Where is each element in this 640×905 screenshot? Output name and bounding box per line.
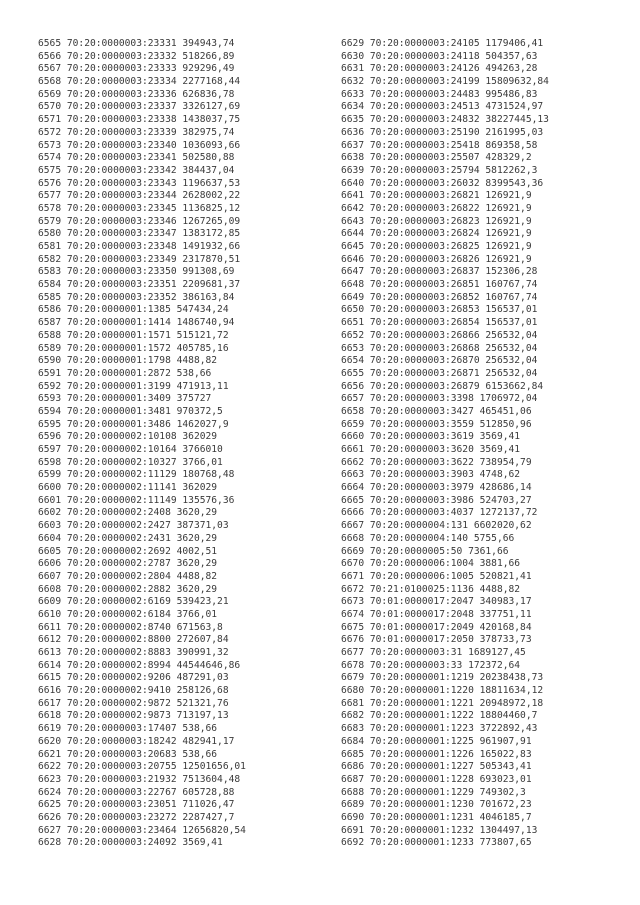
record-row: 6635 70:20:0000003:24832 38227445,13 xyxy=(341,114,549,126)
record-row: 6660 70:20:0000003:3619 3569,41 xyxy=(341,431,521,443)
record-row: 6629 70:20:0000003:24105 1179406,41 xyxy=(341,38,544,49)
record-row: 6622 70:20:0000003:20755 12501656,01 xyxy=(38,761,246,773)
record-row: 6617 70:20:0000002:9872 521321,76 xyxy=(38,697,229,709)
record-row: 6638 70:20:0000003:25507 428329,2 xyxy=(341,152,532,164)
record-row: 6668 70:20:0000004:140 5755,66 xyxy=(341,532,515,544)
record-row: 6602 70:20:0000002:2408 3620,29 xyxy=(38,507,218,519)
record-row: 6570 70:20:0000003:23337 3326127,69 xyxy=(38,101,241,113)
record-row: 6593 70:20:0000001:3409 375727 xyxy=(38,393,212,405)
record-row: 6623 70:20:0000003:21932 7513604,48 xyxy=(38,773,241,785)
record-row: 6589 70:20:0000001:1572 405785,16 xyxy=(38,342,229,354)
record-row: 6641 70:20:0000003:26821 126921,9 xyxy=(341,190,532,202)
record-row: 6621 70:20:0000003:20683 538,66 xyxy=(38,748,218,760)
record-row: 6573 70:20:0000003:23340 1036093,66 xyxy=(38,139,241,151)
record-row: 6651 70:20:0000003:26854 156537,01 xyxy=(341,317,538,329)
record-row: 6630 70:20:0000003:24118 504357,63 xyxy=(341,50,538,62)
record-row: 6656 70:20:0000003:26879 6153662,84 xyxy=(341,380,544,392)
record-row: 6679 70:20:0000001:1219 20238438,73 xyxy=(341,672,544,684)
record-row: 6620 70:20:0000003:18242 482941,17 xyxy=(38,735,235,747)
record-row: 6590 70:20:0000001:1798 4488,82 xyxy=(38,355,218,367)
record-row: 6677 70:20:0000003:31 1689127,45 xyxy=(341,647,526,658)
record-row: 6582 70:20:0000003:23349 2317870,51 xyxy=(38,253,241,265)
record-row: 6613 70:20:0000002:8883 390991,32 xyxy=(38,647,229,658)
record-row: 6577 70:20:0000003:23344 2628002,22 xyxy=(38,190,241,202)
record-row: 6587 70:20:0000001:1414 1486740,94 xyxy=(38,317,235,329)
record-row: 6603 70:20:0000002:2427 387371,03 xyxy=(38,520,229,532)
record-row: 6680 70:20:0000001:1220 18811634,12 xyxy=(341,685,544,697)
record-row: 6619 70:20:0000003:17407 538,66 xyxy=(38,723,218,735)
record-row: 6628 70:20:0000003:24092 3569,41 xyxy=(38,837,223,849)
record-row: 6648 70:20:0000003:26851 160767,74 xyxy=(341,279,538,291)
record-row: 6581 70:20:0000003:23348 1491932,66 xyxy=(38,241,241,252)
record-row: 6639 70:20:0000003:25794 5812262,3 xyxy=(341,164,538,176)
record-row: 6682 70:20:0000001:1222 18804460,7 xyxy=(341,710,538,722)
record-row: 6567 70:20:0000003:23333 929296,49 xyxy=(38,63,235,75)
record-row: 6676 70:01:0000017:2050 378733,73 xyxy=(341,634,532,646)
record-row: 6611 70:20:0000002:8740 671563,8 xyxy=(38,621,223,633)
record-row: 6678 70:20:0000003:33 172372,64 xyxy=(341,659,521,671)
record-row: 6667 70:20:0000004:131 6602020,62 xyxy=(341,520,532,532)
left-column xyxy=(38,38,246,850)
record-row: 6665 70:20:0000003:3986 524703,27 xyxy=(341,494,532,506)
record-row: 6687 70:20:0000001:1228 693023,01 xyxy=(341,773,532,785)
record-row: 6669 70:20:0000005:50 7361,66 xyxy=(341,545,509,557)
record-row: 6608 70:20:0000002:2882 3620,29 xyxy=(38,583,218,595)
record-row: 6632 70:20:0000003:24199 15809632,84 xyxy=(341,76,549,88)
record-row: 6591 70:20:0000001:2872 538,66 xyxy=(38,367,212,379)
record-row: 6588 70:20:0000001:1571 515121,72 xyxy=(38,329,229,341)
record-row: 6685 70:20:0000001:1226 165022,83 xyxy=(341,748,532,760)
record-row: 6650 70:20:0000003:26853 156537,01 xyxy=(341,304,538,316)
record-row: 6631 70:20:0000003:24126 494263,28 xyxy=(341,63,538,75)
record-row: 6618 70:20:0000002:9873 713197,13 xyxy=(38,710,229,722)
record-row: 6606 70:20:0000002:2787 3620,29 xyxy=(38,558,218,570)
record-row: 6672 70:21:0100025:1136 4488,82 xyxy=(341,583,521,595)
record-row: 6681 70:20:0000001:1221 20948972,18 xyxy=(341,697,544,709)
record-row: 6663 70:20:0000003:3903 4748,62 xyxy=(341,469,521,481)
record-row: 6642 70:20:0000003:26822 126921,9 xyxy=(341,202,532,214)
record-row: 6572 70:20:0000003:23339 382975,74 xyxy=(38,126,235,138)
record-row: 6592 70:20:0000001:3199 471913,11 xyxy=(38,380,229,392)
record-row: 6579 70:20:0000003:23346 1267265,09 xyxy=(38,215,241,227)
record-row: 6594 70:20:0000001:3481 970372,5 xyxy=(38,405,223,417)
record-row: 6576 70:20:0000003:23343 1196637,53 xyxy=(38,177,241,189)
record-row: 6575 70:20:0000003:23342 384437,04 xyxy=(38,164,235,176)
record-row: 6690 70:20:0000001:1231 4046185,7 xyxy=(341,811,532,823)
record-row: 6688 70:20:0000001:1229 749302,3 xyxy=(341,786,526,798)
record-row: 6586 70:20:0000001:1385 547434,24 xyxy=(38,304,229,316)
record-row: 6578 70:20:0000003:23345 1136825,12 xyxy=(38,202,241,214)
record-row: 6658 70:20:0000003:3427 465451,06 xyxy=(341,405,532,417)
record-row: 6644 70:20:0000003:26824 126921,9 xyxy=(341,228,532,240)
record-row: 6595 70:20:0000001:3486 1462027,9 xyxy=(38,418,229,430)
record-row: 6666 70:20:0000003:4037 1272137,72 xyxy=(341,507,538,519)
record-row: 6637 70:20:0000003:25418 869358,58 xyxy=(341,139,538,151)
record-row: 6646 70:20:0000003:26826 126921,9 xyxy=(341,253,532,265)
record-row: 6657 70:20:0000003:3398 1706972,04 xyxy=(341,393,538,405)
record-row: 6627 70:20:0000003:23464 12656820,54 xyxy=(38,824,246,836)
record-row: 6643 70:20:0000003:26823 126921,9 xyxy=(341,215,532,227)
record-row: 6659 70:20:0000003:3559 512850,96 xyxy=(341,418,532,430)
record-row: 6604 70:20:0000002:2431 3620,29 xyxy=(38,532,218,544)
record-row: 6647 70:20:0000003:26837 152306,28 xyxy=(341,266,538,278)
record-row: 6640 70:20:0000003:26032 8399543,36 xyxy=(341,177,544,189)
record-row: 6633 70:20:0000003:24483 995486,83 xyxy=(341,88,538,100)
record-row: 6601 70:20:0000002:11149 135576,36 xyxy=(38,494,235,506)
record-row: 6568 70:20:0000003:23334 2277168,44 xyxy=(38,76,241,88)
record-row: 6607 70:20:0000002:2804 4488,82 xyxy=(38,570,218,582)
record-row: 6584 70:20:0000003:23351 2209681,37 xyxy=(38,279,241,291)
record-row: 6670 70:20:0000006:1004 3881,66 xyxy=(341,558,521,570)
record-row: 6600 70:20:0000002:11141 362029 xyxy=(38,482,218,494)
record-row: 6673 70:01:0000017:2047 340983,17 xyxy=(341,596,532,608)
record-row: 6664 70:20:0000003:3979 428686,14 xyxy=(341,482,532,494)
record-row: 6653 70:20:0000003:26868 256532,04 xyxy=(341,342,538,354)
record-row: 6566 70:20:0000003:23332 518266,89 xyxy=(38,50,235,62)
record-row: 6674 70:01:0000017:2048 337751,11 xyxy=(341,608,532,620)
record-row: 6571 70:20:0000003:23338 1438037,75 xyxy=(38,114,241,126)
record-row: 6625 70:20:0000003:23051 711026,47 xyxy=(38,799,235,811)
record-row: 6692 70:20:0000001:1233 773807,65 xyxy=(341,837,532,849)
record-row: 6634 70:20:0000003:24513 4731524,97 xyxy=(341,101,544,113)
record-row: 6686 70:20:0000001:1227 505343,41 xyxy=(341,761,532,773)
record-row: 6654 70:20:0000003:26870 256532,04 xyxy=(341,355,538,367)
record-row: 6616 70:20:0000002:9410 258126,68 xyxy=(38,685,229,697)
record-row: 6661 70:20:0000003:3620 3569,41 xyxy=(341,444,521,455)
record-row: 6580 70:20:0000003:23347 1383172,85 xyxy=(38,228,241,240)
record-row: 6655 70:20:0000003:26871 256532,04 xyxy=(341,367,538,379)
record-row: 6596 70:20:0000002:10108 362029 xyxy=(38,431,218,443)
record-row: 6662 70:20:0000003:3622 738954,79 xyxy=(341,456,532,468)
record-row: 6645 70:20:0000003:26825 126921,9 xyxy=(341,241,532,252)
record-row: 6689 70:20:0000001:1230 701672,23 xyxy=(341,799,532,811)
record-row: 6597 70:20:0000002:10164 3766010 xyxy=(38,444,223,455)
record-row: 6583 70:20:0000003:23350 991308,69 xyxy=(38,266,235,278)
record-row: 6675 70:01:0000017:2049 420168,84 xyxy=(341,621,532,633)
record-row: 6626 70:20:0000003:23272 2287427,7 xyxy=(38,811,235,823)
record-row: 6574 70:20:0000003:23341 502580,88 xyxy=(38,152,235,164)
record-row: 6636 70:20:0000003:25190 2161995,03 xyxy=(341,126,544,138)
record-row: 6565 70:20:0000003:23331 394943,74 xyxy=(38,38,235,49)
record-row: 6585 70:20:0000003:23352 386163,84 xyxy=(38,291,235,303)
record-row: 6605 70:20:0000002:2692 4002,51 xyxy=(38,545,218,557)
record-row: 6609 70:20:0000002:6169 539423,21 xyxy=(38,596,229,608)
record-row: 6683 70:20:0000001:1223 3722892,43 xyxy=(341,723,538,735)
record-row: 6569 70:20:0000003:23336 626836,78 xyxy=(38,88,235,100)
record-row: 6599 70:20:0000002:11129 180768,48 xyxy=(38,469,235,481)
record-row: 6624 70:20:0000003:22767 605728,88 xyxy=(38,786,235,798)
record-row: 6684 70:20:0000001:1225 961907,91 xyxy=(341,735,532,747)
right-column xyxy=(341,38,549,850)
record-row: 6671 70:20:0000006:1005 520821,41 xyxy=(341,570,532,582)
record-row: 6614 70:20:0000002:8994 44544646,86 xyxy=(38,659,241,671)
record-row: 6598 70:20:0000002:10327 3766,01 xyxy=(38,456,223,468)
record-row: 6610 70:20:0000002:6184 3766,01 xyxy=(38,608,218,620)
record-row: 6615 70:20:0000002:9206 487291,03 xyxy=(38,672,229,684)
record-row: 6691 70:20:0000001:1232 1304497,13 xyxy=(341,824,538,836)
record-row: 6612 70:20:0000002:8800 272607,84 xyxy=(38,634,229,646)
record-row: 6649 70:20:0000003:26852 160767,74 xyxy=(341,291,538,303)
record-row: 6652 70:20:0000003:26866 256532,04 xyxy=(341,329,538,341)
